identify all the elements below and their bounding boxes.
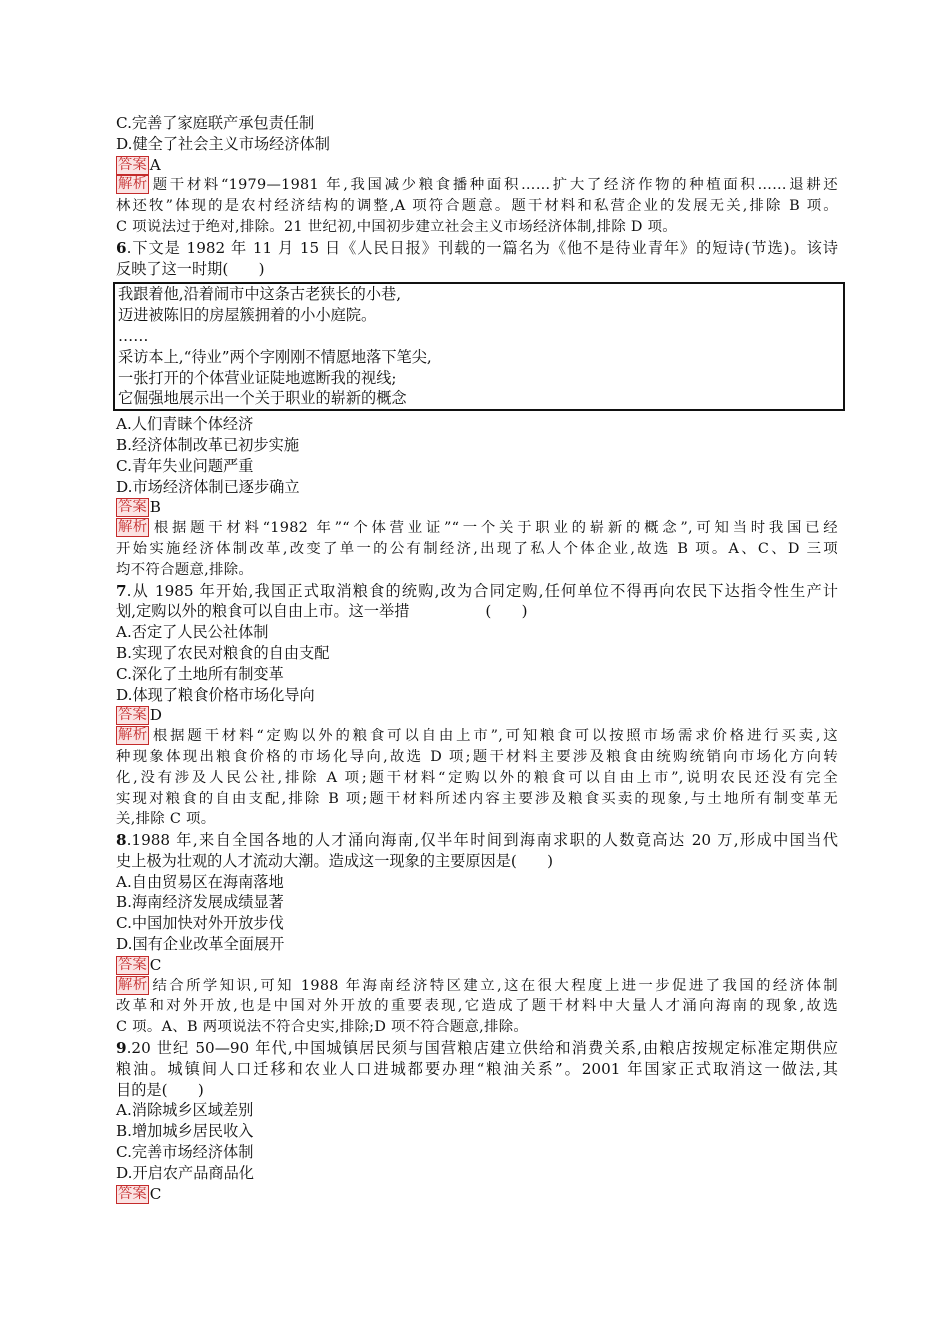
poem-line: …… [118,326,149,345]
stem-text: 划,定购以外的粮食可以自由上市。这一举措 ( ) [116,602,528,621]
analysis-tag: 解析 [118,976,148,993]
option-d: D.健全了社会主义市场经济体制 [116,134,330,153]
question-number: 8 [116,831,127,850]
answer-value: B [149,498,161,517]
analysis-text: 均不符合题意,排除。 [116,561,254,578]
option-c: C.中国加快对外开放步伐 [116,914,284,933]
poem-line: 我跟着他,沿着闹市中这条古老狭长的小巷, [118,285,402,304]
option-d: D.国有企业改革全面展开 [116,935,285,954]
answer-tag: 答案 [118,156,147,173]
option-b: B.经济体制改革已初步实施 [116,435,300,454]
document-page [116,113,838,1204]
option-d: D.开启农产品商品化 [116,1163,254,1182]
option-a: A.否定了人民公社体制 [116,623,269,642]
analysis-text: 化,没有涉及人民公社,排除 A 项;题干材料“定购以外的粮食可以自由上市”,说明农民还没有完全 [116,769,838,786]
analysis-line [116,175,838,196]
stem-text: 反映了这一时期( ) [116,259,265,278]
poem-line: 采访本上,“待业”两个字刚刚不情愿地落下笔尖, [118,347,432,366]
analysis-text: C 项。A、B 两项说法不符合史实,排除;D 项不符合题意,排除。 [116,1019,529,1036]
stem-text: 目的是( ) [116,1080,204,1099]
option-c: C.完善市场经济体制 [116,1143,254,1162]
answer-value: A [149,155,161,174]
answer-line [116,497,838,518]
option-a: A.消除城乡区域差别 [116,1101,254,1120]
analysis-text: 根据题干材料“1982 年”“个体营业证”“一个关于职业的崭新的概念”,可知当时我国已经 [150,520,838,537]
answer-line [116,155,838,176]
analysis-line [116,726,838,747]
answer-tag: 答案 [118,707,147,724]
question-8 [116,830,838,1038]
analysis-text: 林还牧”体现的是农村经济结构的调整,A 项符合题意。题干材料和私营企业的发展无关,排除 B 项。 [116,198,838,215]
question-stem [116,581,838,602]
analysis-text: 开始实施经济体制改革,改变了单一的公有制经济,出现了私人个体企业,故选 B 项。A、C、D 三项 [116,540,838,557]
answer-value: D [149,706,162,725]
question-number: 6 [116,238,127,257]
poem-line: 一张打开的个体营业证陡地遮断我的视线; [118,368,397,387]
answer-line [116,1184,838,1205]
answer-tag: 答案 [118,499,147,516]
stem-text: .下文是 1982 年 11 月 15 日《人民日报》刊载的一篇名为《他不是待业青年》的短诗(节选)。该诗 [126,238,838,257]
answer-tag: 答案 [118,956,147,973]
option-b: B.海南经济发展成绩显著 [116,893,284,912]
question-stem [116,1038,838,1059]
answer-line [116,955,838,976]
option-a: A.自由贸易区在海南落地 [116,872,284,891]
stem-text: .1988 年,来自全国各地的人才涌向海南,仅半年时间到海南求职的人数竟高达 20 万,形成中国当代 [126,831,838,850]
analysis-line [116,976,838,997]
poem-line: 迈进被陈旧的房屋簇拥着的小小庭院。 [118,306,377,325]
analysis-text: C 项说法过于绝对,排除。21 世纪初,中国初步建立社会主义市场经济体制,排除 D 项。 [116,218,677,235]
analysis-tag: 解析 [118,727,148,744]
question-9 [116,1038,838,1204]
stem-text: 史上极为壮观的人才流动大潮。造成这一现象的主要原因是( ) [116,851,554,870]
stem-text: .从 1985 年开始,我国正式取消粮食的统购,改为合同定购,任何单位不得再向农民下达指令性生产计 [126,581,838,600]
question-5 [116,113,838,238]
option-a: A.人们青睐个体经济 [116,415,254,434]
analysis-line [116,518,838,539]
analysis-text: 实现对粮食的自由支配,排除 B 项;题干材料所述内容主要涉及粮食买卖的现象,与土地所有制变革无 [116,790,838,807]
answer-value: C [149,1184,162,1203]
question-7 [116,581,838,831]
answer-value: C [149,955,162,974]
question-stem [116,830,838,851]
answer-line [116,705,838,726]
analysis-text: 结合所学知识,可知 1988 年海南经济特区建立,这在很大程度上进一步促进了我国的经济体制 [150,977,838,994]
analysis-tag: 解析 [118,176,148,193]
stem-text: 粮油。城镇间人口迁移和农业人口进城都要办理“粮油关系”。2001 年国家正式取消这一做法,其 [116,1059,838,1078]
poem-line: 它倔强地展示出一个关于职业的崭新的概念 [118,389,407,408]
question-number: 9 [116,1039,127,1058]
analysis-text: 种现象体现出粮食价格的市场化导向,故选 D 项;题干材料主要涉及粮食由统购统销向市场化方向转 [116,748,838,765]
option-d: D.市场经济体制已逐步确立 [116,477,300,496]
question-stem [116,238,838,259]
answer-tag: 答案 [118,1185,147,1202]
question-6 [116,238,838,581]
question-number: 7 [116,581,127,600]
option-c: C.青年失业问题严重 [116,456,254,475]
stem-text: .20 世纪 50—90 年代,中国城镇居民须与国营粮店建立供给和消费关系,由粮店按规定标准定期供应 [126,1039,838,1058]
analysis-text: 改革和对外开放,也是中国对外开放的重要表现,它造成了题干材料中大量人才涌向海南的现象,故选 [116,998,838,1015]
analysis-text: 根据题干材料“定购以外的粮食可以自由上市”,可知粮食可以按照市场需求价格进行买卖,这 [150,728,838,745]
analysis-tag: 解析 [118,519,148,536]
option-d: D.体现了粮食价格市场化导向 [116,685,315,704]
option-c: C.完善了家庭联产承包责任制 [116,114,315,132]
option-b: B.增加城乡居民收入 [116,1122,254,1141]
poem-excerpt-box [113,282,845,411]
option-c: C.深化了土地所有制变革 [116,664,284,683]
option-b: B.实现了农民对粮食的自由支配 [116,643,330,662]
analysis-text: 关,排除 C 项。 [116,811,216,828]
analysis-text: 题干材料“1979—1981 年,我国减少粮食播种面积……扩大了经济作物的种植面积……退耕还 [150,177,838,194]
